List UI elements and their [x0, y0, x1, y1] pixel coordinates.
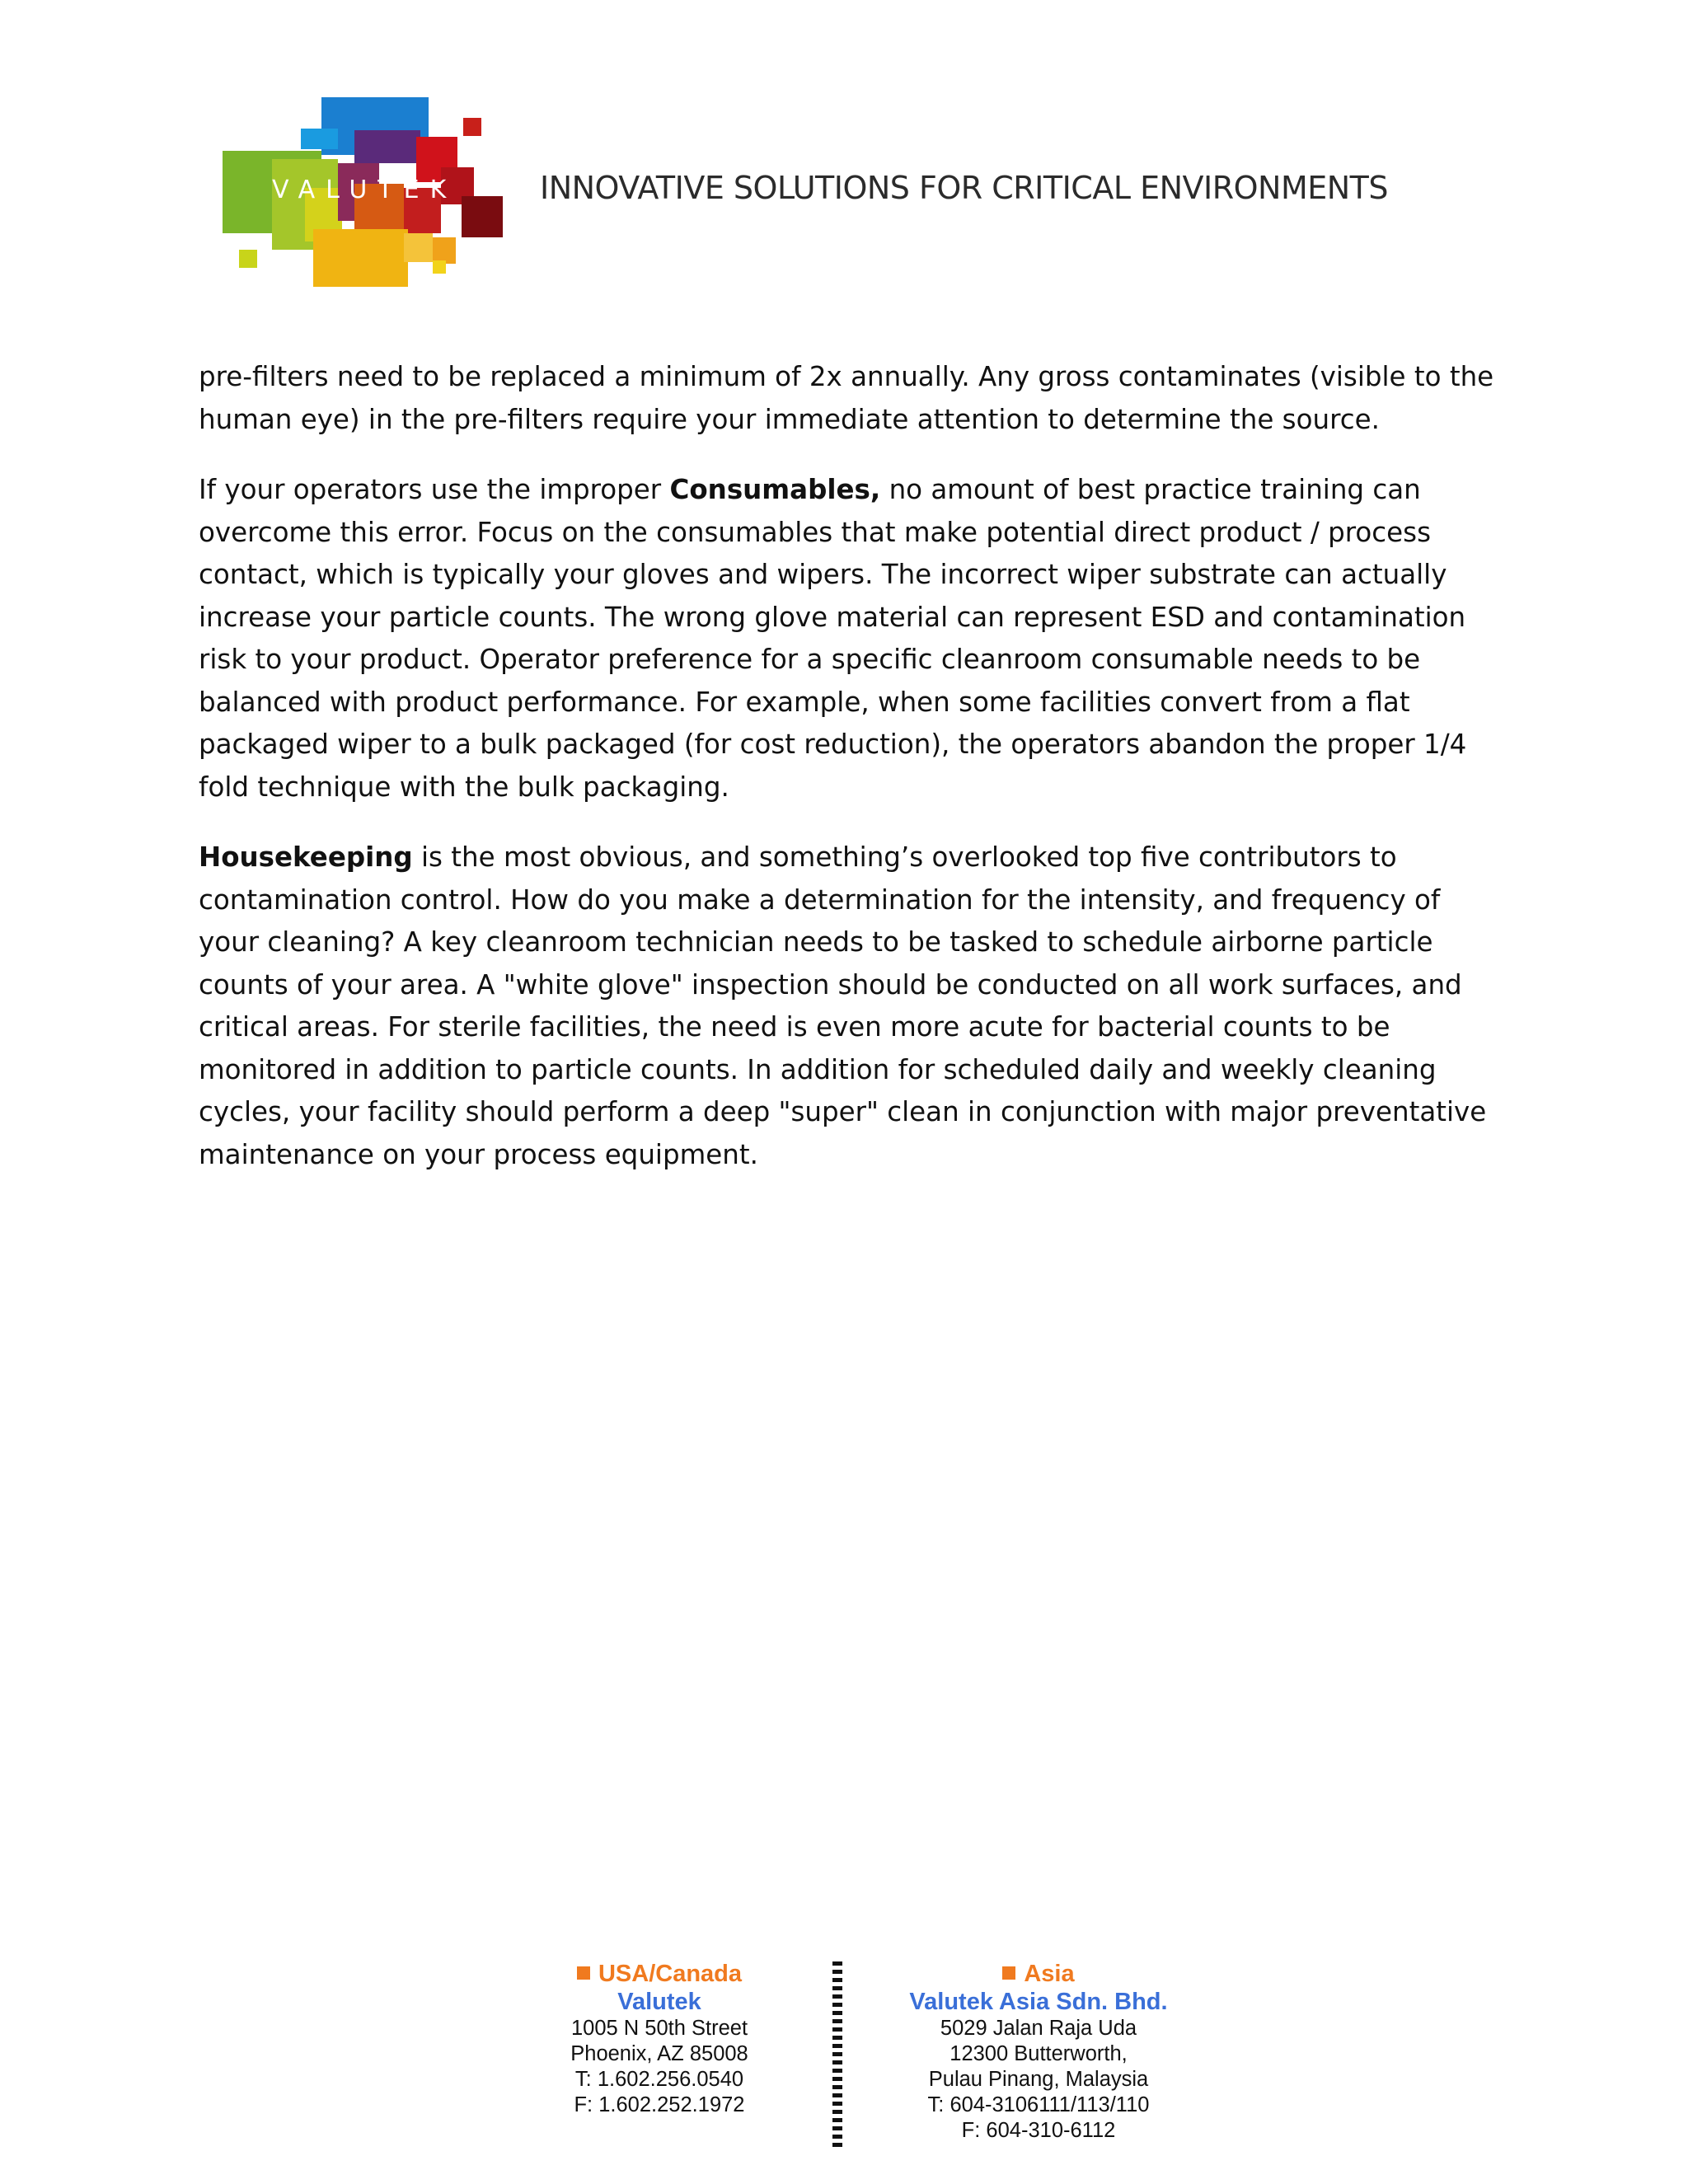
dotted-divider: [832, 1961, 842, 2149]
valutek-logo: [223, 97, 511, 295]
address-line: 12300 Butterworth,: [950, 2042, 1128, 2065]
letterhead: [223, 97, 1389, 295]
region-usa: USA/Canada: [536, 1960, 783, 1988]
svg-text:VALUTEK: VALUTEK: [272, 176, 457, 204]
housekeeping-text: is the most obvious, and something’s overlooked top five contributors to contamination control. How do you make a determination for the intensity, and frequency of your cleaning? A key cleanroom technician needs to be tasked to schedule airborne particle counts of your area. A "white glove" inspection should be conducted on all work surfaces, and critical areas. For sterile facilities, the need is even more acute for bacterial counts to be monitored in addition to particle counts. In addition for scheduled daily and weekly cleaning cycles, your facility should perform a deep "super" clean in conjunction with major preventative maintenance on your process equipment.: [199, 841, 1487, 1170]
tagline: INNOVATIVE SOLUTIONS FOR CRITICAL ENVIRONMENTS: [540, 170, 1389, 206]
paragraph-prefilters: pre-filters need to be replaced a minimum of 2x annually. Any gross contaminates (visible to the human eye) in the pre-filters require your immediate attention to determine the source.: [199, 361, 1494, 435]
address-usa: [536, 1960, 783, 2118]
company-usa: Valutek: [617, 1989, 701, 2015]
company-asia: Valutek Asia Sdn. Bhd.: [909, 1989, 1168, 2015]
square-bullet-icon: [577, 1966, 590, 1980]
address-line: Pulau Pinang, Malaysia: [928, 2068, 1149, 2091]
consumables-text: no amount of best practice training can overcome this error. Focus on the consumables that make potential direct product / process contact, which is typically your gloves and wipers. The incorrect wiper substrate can actually increase your particle counts. The wrong glove material can represent ESD and contamination risk to your product. Operator preference for a specific cleanroom consumable needs to be balanced with product performance. For example, when some facilities convert from a flat packaged wiper to a bulk packaged (for cost reduction), the operators abandon the proper 1/4 fold technique with the bulk packaging.: [199, 474, 1467, 803]
consumables-intro: If your operators use the improper: [199, 474, 670, 505]
housekeeping-term: Housekeeping: [199, 841, 413, 873]
address-line: 5029 Jalan Raja Uda: [940, 2017, 1137, 2040]
consumables-term: Consumables,: [669, 474, 881, 505]
fax-line: F: 604-310-6112: [961, 2119, 1116, 2142]
body-text: [199, 356, 1501, 1204]
fax-line: F: 1.602.252.1972: [574, 2093, 745, 2116]
footer-addresses: [528, 1960, 1187, 2158]
paragraph-consumables: [199, 469, 1501, 808]
paragraph-housekeeping: [199, 837, 1501, 1176]
phone-line: T: 604-3106111/113/110: [927, 2093, 1150, 2116]
address-asia: [874, 1960, 1203, 2144]
phone-line: T: 1.602.256.0540: [574, 2068, 744, 2091]
region-asia: Asia: [874, 1960, 1203, 1988]
address-line: 1005 N 50th Street: [570, 2017, 748, 2040]
square-bullet-icon: [1002, 1966, 1015, 1980]
address-line: Phoenix, AZ 85008: [570, 2042, 748, 2065]
